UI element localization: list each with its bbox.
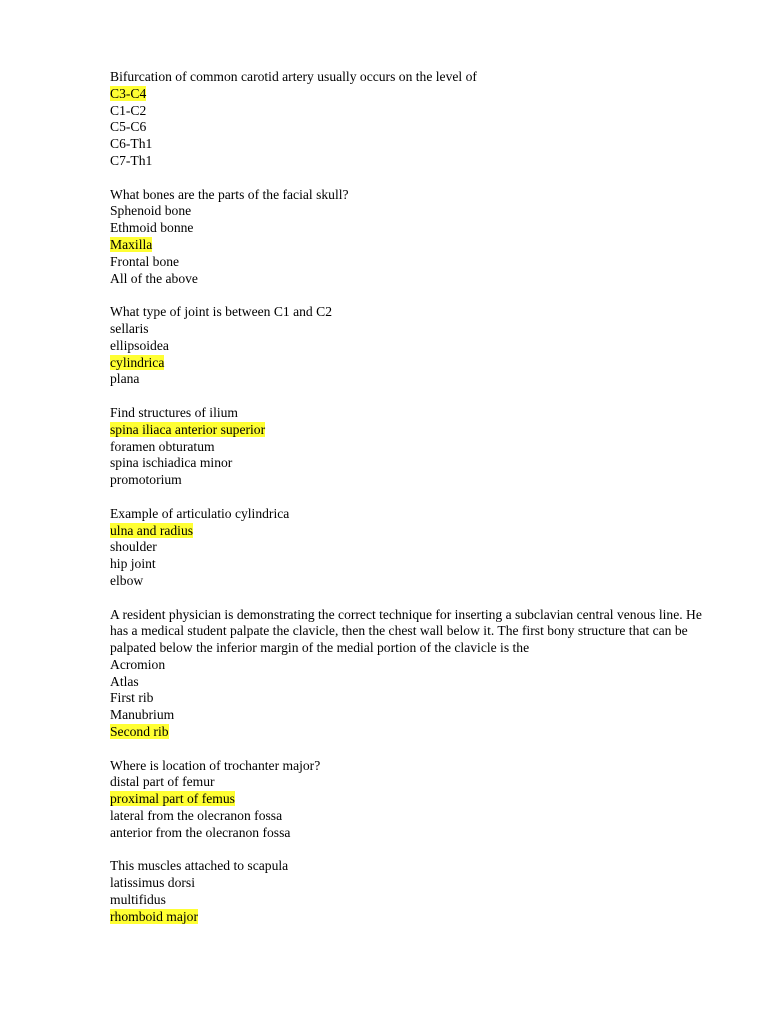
answer-option: C7-Th1 bbox=[110, 152, 153, 168]
highlighted-answer: rhomboid major bbox=[110, 908, 198, 924]
question-block bbox=[110, 758, 710, 842]
answer-option: Ethmoid bonne bbox=[110, 220, 194, 236]
answer-option bbox=[110, 237, 710, 254]
answer-option: distal part of femur bbox=[110, 774, 215, 790]
question-block bbox=[110, 405, 710, 489]
answer-option bbox=[110, 791, 710, 808]
highlighted-answer: C3-C4 bbox=[110, 85, 147, 101]
question-text: Bifurcation of common carotid artery usually occurs on the level of bbox=[110, 69, 477, 84]
answer-option: lateral from the olecranon fossa bbox=[110, 808, 283, 824]
answer-option: sellaris bbox=[110, 320, 149, 336]
question-block bbox=[110, 607, 710, 741]
answer-option bbox=[110, 909, 710, 926]
highlighted-answer: Maxilla bbox=[110, 236, 153, 252]
answer-option: First rib bbox=[110, 690, 154, 706]
answer-option bbox=[110, 86, 710, 103]
question-block bbox=[110, 187, 710, 288]
answer-option: plana bbox=[110, 371, 140, 387]
answer-option: multifidus bbox=[110, 892, 166, 908]
answer-option bbox=[110, 523, 710, 540]
question-block bbox=[110, 69, 710, 170]
answer-option: latissimus dorsi bbox=[110, 875, 195, 891]
answer-option: C1-C2 bbox=[110, 102, 147, 118]
answer-option: C5-C6 bbox=[110, 119, 147, 135]
question-block bbox=[110, 858, 710, 925]
answer-option: foramen obturatum bbox=[110, 438, 215, 454]
question-text: What type of joint is between C1 and C2 bbox=[110, 304, 332, 320]
document-body bbox=[110, 69, 710, 942]
answer-option: Frontal bone bbox=[110, 253, 180, 269]
answer-option bbox=[110, 355, 710, 372]
answer-option bbox=[110, 724, 710, 741]
answer-option: All of the above bbox=[110, 270, 198, 286]
question-text: What bones are the parts of the facial skull? bbox=[110, 186, 349, 202]
answer-option: Atlas bbox=[110, 673, 139, 689]
highlighted-answer: Second rib bbox=[110, 724, 169, 740]
question-text: Find structures of ilium bbox=[110, 404, 238, 420]
highlighted-answer: spina iliaca anterior superior bbox=[110, 421, 266, 437]
question-text: Where is location of trochanter major? bbox=[110, 757, 321, 773]
answer-option: shoulder bbox=[110, 539, 157, 555]
question-block bbox=[110, 304, 710, 388]
question-text: Example of articulatio cylindrica bbox=[110, 505, 290, 521]
highlighted-answer: ulna and radius bbox=[110, 522, 194, 538]
answer-option: hip joint bbox=[110, 556, 156, 572]
answer-option: Sphenoid bone bbox=[110, 203, 192, 219]
question-text: This muscles attached to scapula bbox=[110, 858, 289, 874]
highlighted-answer: cylindrica bbox=[110, 354, 165, 370]
answer-option bbox=[110, 422, 710, 439]
answer-option: anterior from the olecranon fossa bbox=[110, 824, 291, 840]
answer-option: Acromion bbox=[110, 656, 166, 672]
answer-option: ellipsoidea bbox=[110, 337, 169, 353]
question-text: A resident physician is demonstrating the correct technique for inserting a subclavian central venous line. He has a medical student palpate the clavicle, then the chest wall below it. The first bony structure that can be palpated below the inferior margin of the medial portion of the clavicle is the bbox=[110, 606, 702, 656]
answer-option: C6-Th1 bbox=[110, 136, 153, 152]
answer-option: promotorium bbox=[110, 472, 182, 488]
answer-option: spina ischiadica minor bbox=[110, 455, 233, 471]
answer-option: Manubrium bbox=[110, 707, 175, 723]
highlighted-answer: proximal part of femus bbox=[110, 791, 235, 807]
answer-option: elbow bbox=[110, 572, 144, 588]
question-block bbox=[110, 506, 710, 590]
